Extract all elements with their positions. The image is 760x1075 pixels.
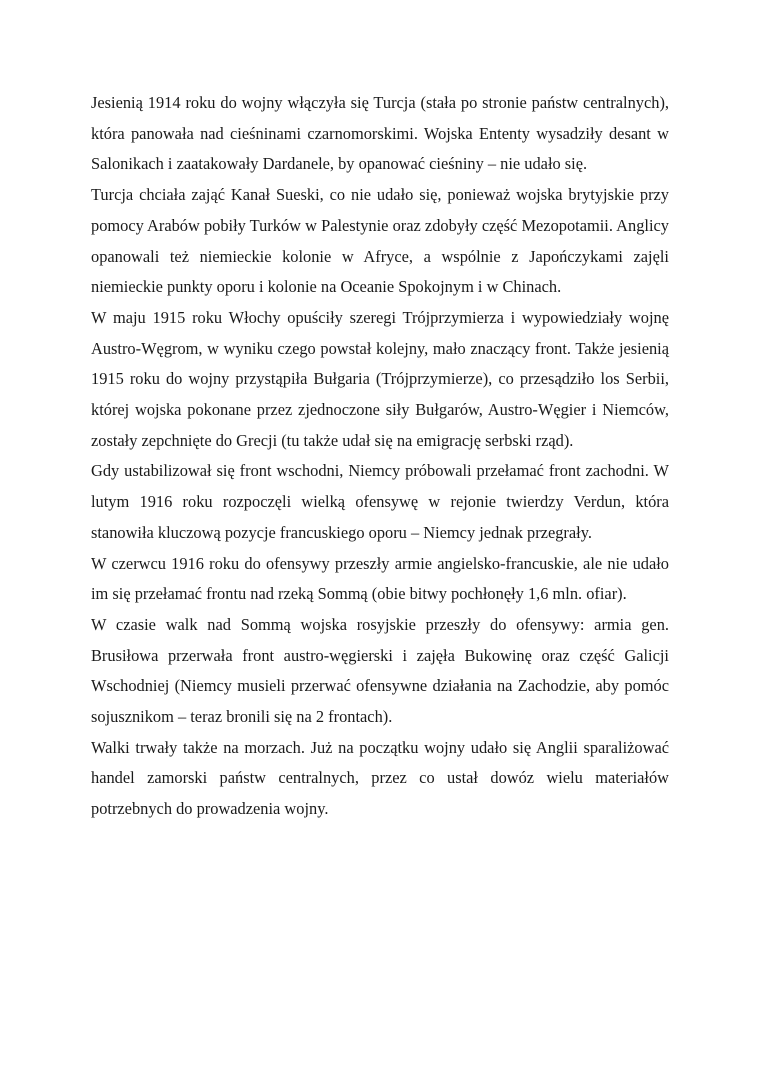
paragraph-3: W maju 1915 roku Włochy opuściły szeregi Trójprzymierza i wypowiedziały wojnę Austro-Węgrom, w wyniku czego powstał kolejny, mało znaczący front. Także jesienią 1915 roku do wojny przystąpiła Bułgaria (Trójprzymierze), co przesądziło los Serbii, której wojska pokonane przez zjednoczone siły Bułgarów, Austro-Węgier i Niemców, zostały zepchnięte do Grecji (tu także udał się na emigrację serbski rząd). bbox=[91, 307, 669, 450]
paragraph-7: Walki trwały także na morzach. Już na początku wojny udało się Anglii sparaliżować handel zamorski państw centralnych, przez co ustał dowóz wielu materiałów potrzebnych do prowadzenia wojny. bbox=[91, 737, 669, 819]
document-body bbox=[91, 88, 669, 825]
paragraph-5: W czerwcu 1916 roku do ofensywy przeszły armie angielsko-francuskie, ale nie udało im się przełamać frontu nad rzeką Sommą (obie bitwy pochłonęły 1,6 mln. ofiar). bbox=[91, 553, 669, 604]
paragraph-6: W czasie walk nad Sommą wojska rosyjskie przeszły do ofensywy: armia gen. Brusiłowa przerwała front austro-węgierski i zajęła Bukowinę oraz część Galicji Wschodniej (Niemcy musieli przerwać ofensywne działania na Zachodzie, aby pomóc sojusznikom – teraz bronili się na 2 frontach). bbox=[91, 614, 669, 727]
paragraph-2: Turcja chciała zająć Kanał Sueski, co nie udało się, ponieważ wojska brytyjskie przy pomocy Arabów pobiły Turków w Palestynie oraz zdobyły część Mezopotamii. Anglicy opanowali też niemieckie kolonie w Afryce, a wspólnie z Japończykami zajęli niemieckie punkty oporu i kolonie na Oceanie Spokojnym i w Chinach. bbox=[91, 185, 669, 297]
paragraph-1: Jesienią 1914 roku do wojny włączyła się Turcja (stała po stronie państw centralnych), która panowała nad cieśninami czarnomorskimi. Wojska Ententy wysadziły desant w Salonikach i zaatakowały Dardanele, by opanować cieśniny – nie udało się. bbox=[91, 93, 669, 174]
paragraph-4: Gdy ustabilizował się front wschodni, Niemcy próbowali przełamać front zachodni. W lutym 1916 roku rozpoczęli wielką ofensywę w rejonie twierdzy Verdun, która stanowiła kluczową pozycje francuskiego oporu – Niemcy jednak przegrały. bbox=[91, 461, 669, 542]
